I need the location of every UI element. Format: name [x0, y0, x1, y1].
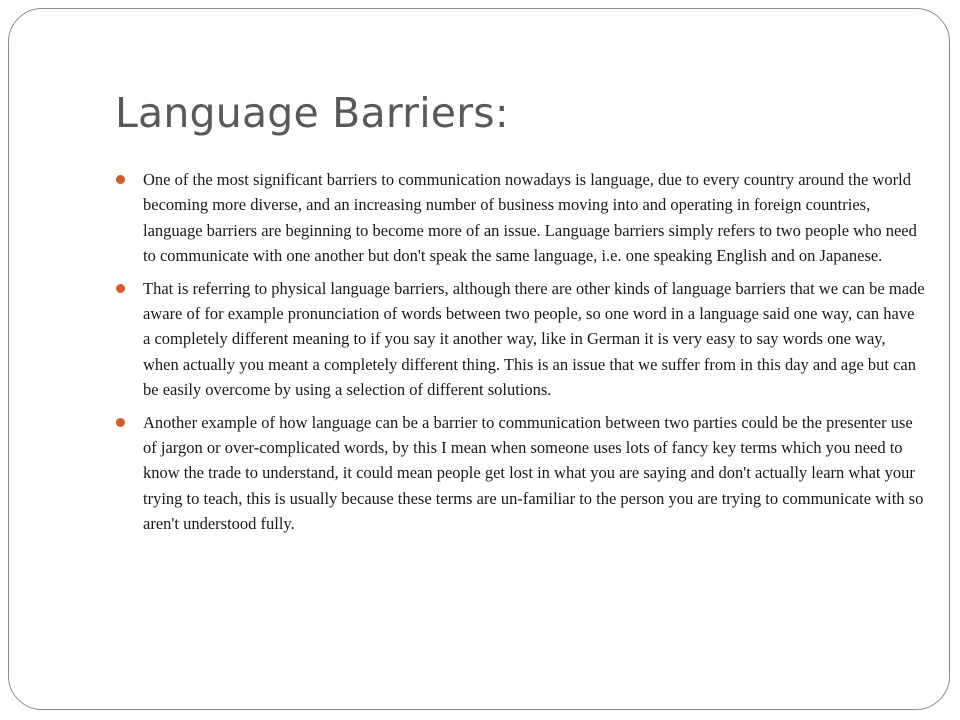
bullet-dot-icon	[116, 418, 125, 427]
bullet-dot-icon	[116, 284, 125, 293]
slide-title: Language Barriers:	[115, 89, 509, 137]
bullet-text: That is referring to physical language barriers, although there are other kinds of language barriers that we can be made aware of for example pronunciation of words between two people, so one word in a language said one way, can have a completely different meaning to if you say it another way, like in German it is very easy to say words one way, when actually you meant a completely different thing. This is an issue that we suffer from in this day and age but can be easily overcome by using a selection of different solutions.	[143, 278, 925, 400]
bullet-text: One of the most significant barriers to communication nowadays is language, due to every country around the world becoming more diverse, and an increasing number of business moving into and operating in foreign countries, language barriers are beginning to become more of an issue. Language barriers simply refers to two people who need to communicate with one another but don't speak the same language, i.e. one speaking English and on Japanese.	[143, 170, 917, 266]
bullet-item	[143, 167, 925, 269]
bullet-list	[143, 167, 925, 544]
bullet-text: Another example of how language can be a barrier to communication between two parties could be the presenter use of jargon or over-complicated words, by this I mean when someone uses lots of fancy key terms which you need to know the trade to understand, it could mean people get lost in what you are saying and don't actually learn what your trying to teach, this is usually because these terms are un-familiar to the person you are trying to communicate with so aren't understood fully.	[143, 412, 924, 534]
bullet-item	[143, 410, 925, 537]
bullet-item	[143, 276, 925, 403]
slide-frame	[8, 8, 950, 710]
bullet-dot-icon	[116, 175, 125, 184]
